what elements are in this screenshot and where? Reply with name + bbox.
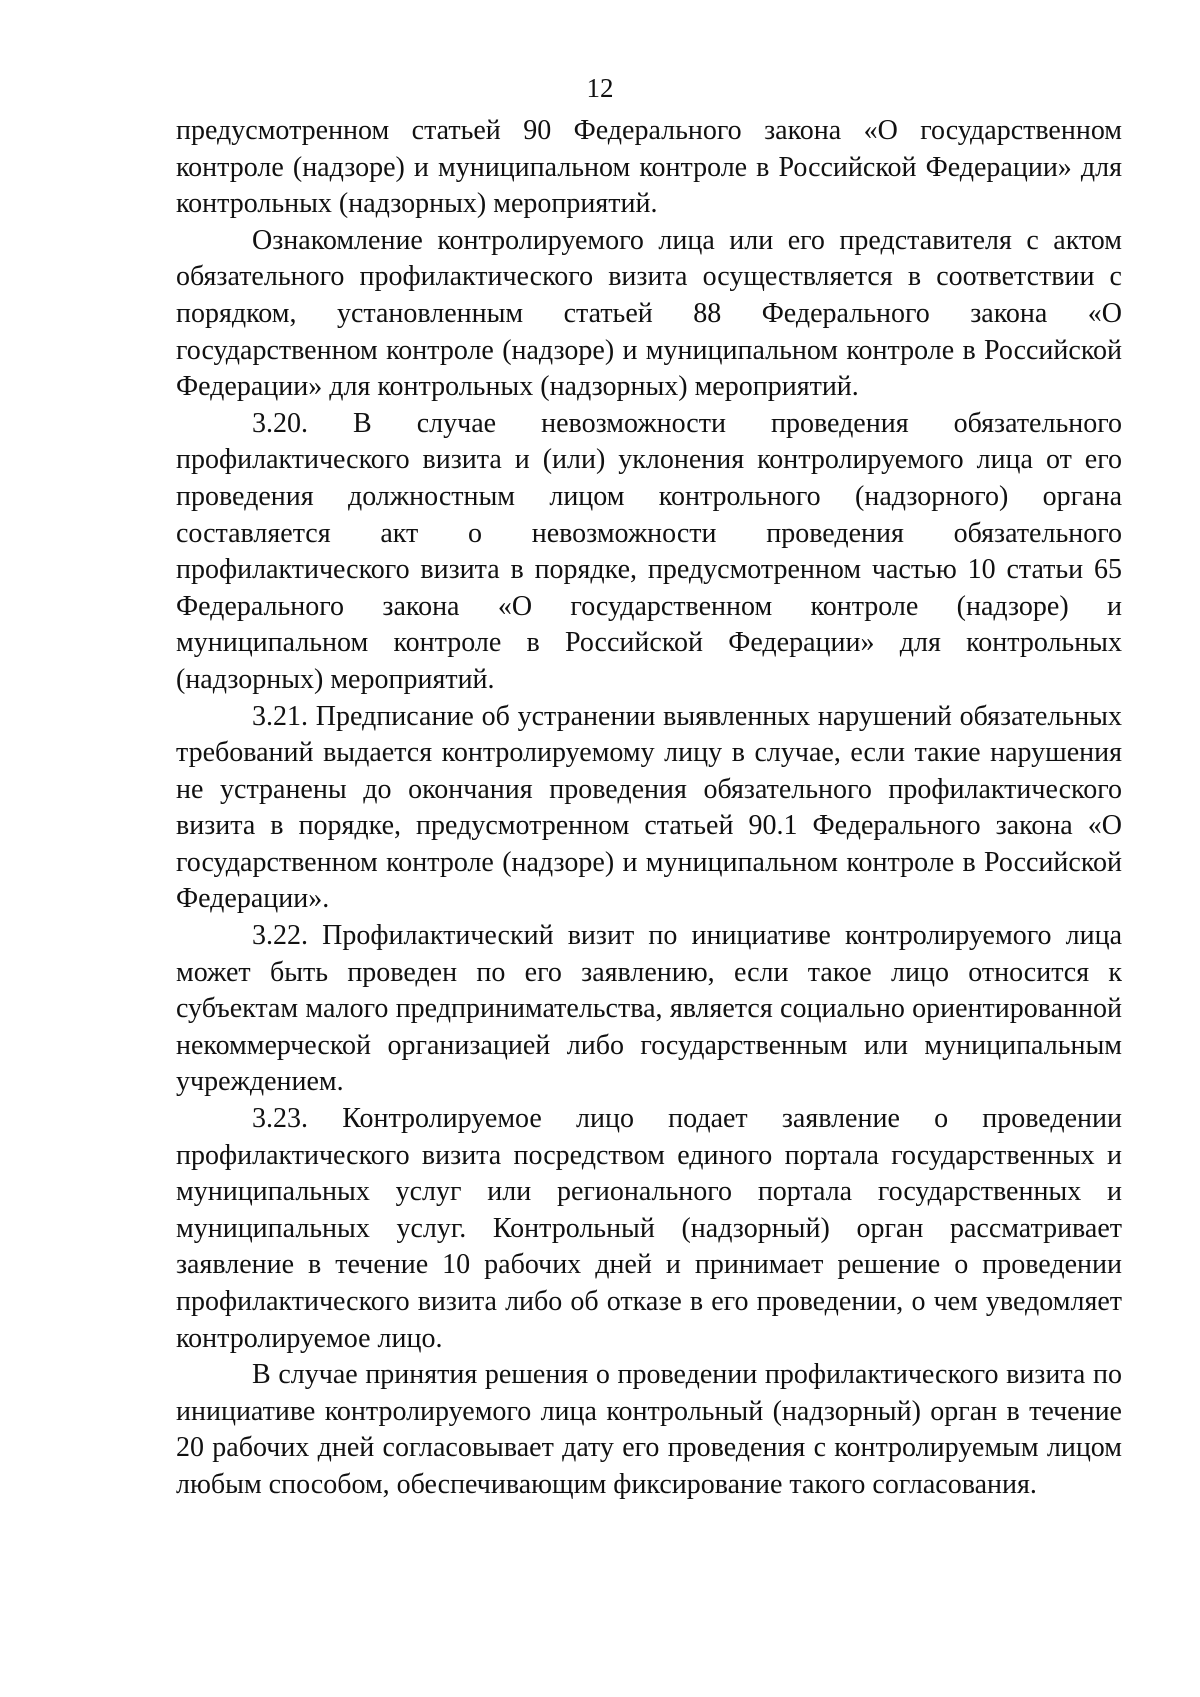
paragraph-continuation: предусмотренном статьей 90 Федерального закона «О государственном контроле (надзоре) и муниципальном контроле в Российской Федерации» для контрольных (надзорных) мероприятий. — [176, 115, 1122, 220]
paragraph-act-familiarization: Ознакомление контролируемого лица или его представителя с актом обязательного профилактического визита осуществляется в соответствии с порядком, установленным статьей 88 Федерального закона «О государственном контроле (надзоре) и муниципальном контроле в Российской Федерации» для контрольных (надзорных) мероприятий. — [176, 224, 1122, 403]
paragraph-3-20: 3.20. В случае невозможности проведения обязательного профилактического визита и (или) уклонения контролируемого лица от его проведения должностным лицом контрольного (надзорного) органа составляется акт о невозможности проведения обязательного профилактического визита в порядке, предусмотренном частью 10 статьи 65 Федерального закона «О государственном контроле (надзоре) и муниципальном контроле в Российской Федерации» для контрольных (надзорных) мероприятий. — [176, 407, 1122, 695]
document-body — [176, 113, 1122, 1504]
paragraph-3-21: 3.21. Предписание об устранении выявленных нарушений обязательных требований выдается контролируемому лицу в случае, если такие нарушения не устранены до окончания проведения обязательного профилактического визита в порядке, предусмотренном статьей 90.1 Федерального закона «О государственном контроле (надзоре) и муниципальном контроле в Российской Федерации». — [176, 700, 1122, 915]
paragraph-3-23: 3.23. Контролируемое лицо подает заявление о проведении профилактического визита посредством единого портала государственных и муниципальных услуг или регионального портала государственных и муниципальных услуг. Контрольный (надзорный) орган рассматривает заявление в течение 10 рабочих дней и принимает решение о проведении профилактического визита либо об отказе в его проведении, о чем уведомляет контролируемое лицо. — [176, 1103, 1122, 1354]
page-number: 12 — [586, 73, 614, 103]
paragraph-visit-agreement: В случае принятия решения о проведении профилактического визита по инициативе контролируемого лица контрольный (надзорный) орган в течение 20 рабочих дней согласовывает дату его проведения с контролируемым лицом любым способом, обеспечивающим фиксирование такого согласования. — [176, 1359, 1122, 1500]
paragraph-3-22: 3.22. Профилактический визит по инициативе контролируемого лица может быть проведен по его заявлению, если такое лицо относится к субъектам малого предпринимательства, является социально ориентированной некоммерческой организацией либо государственным или муниципальным учреждением. — [176, 920, 1122, 1098]
